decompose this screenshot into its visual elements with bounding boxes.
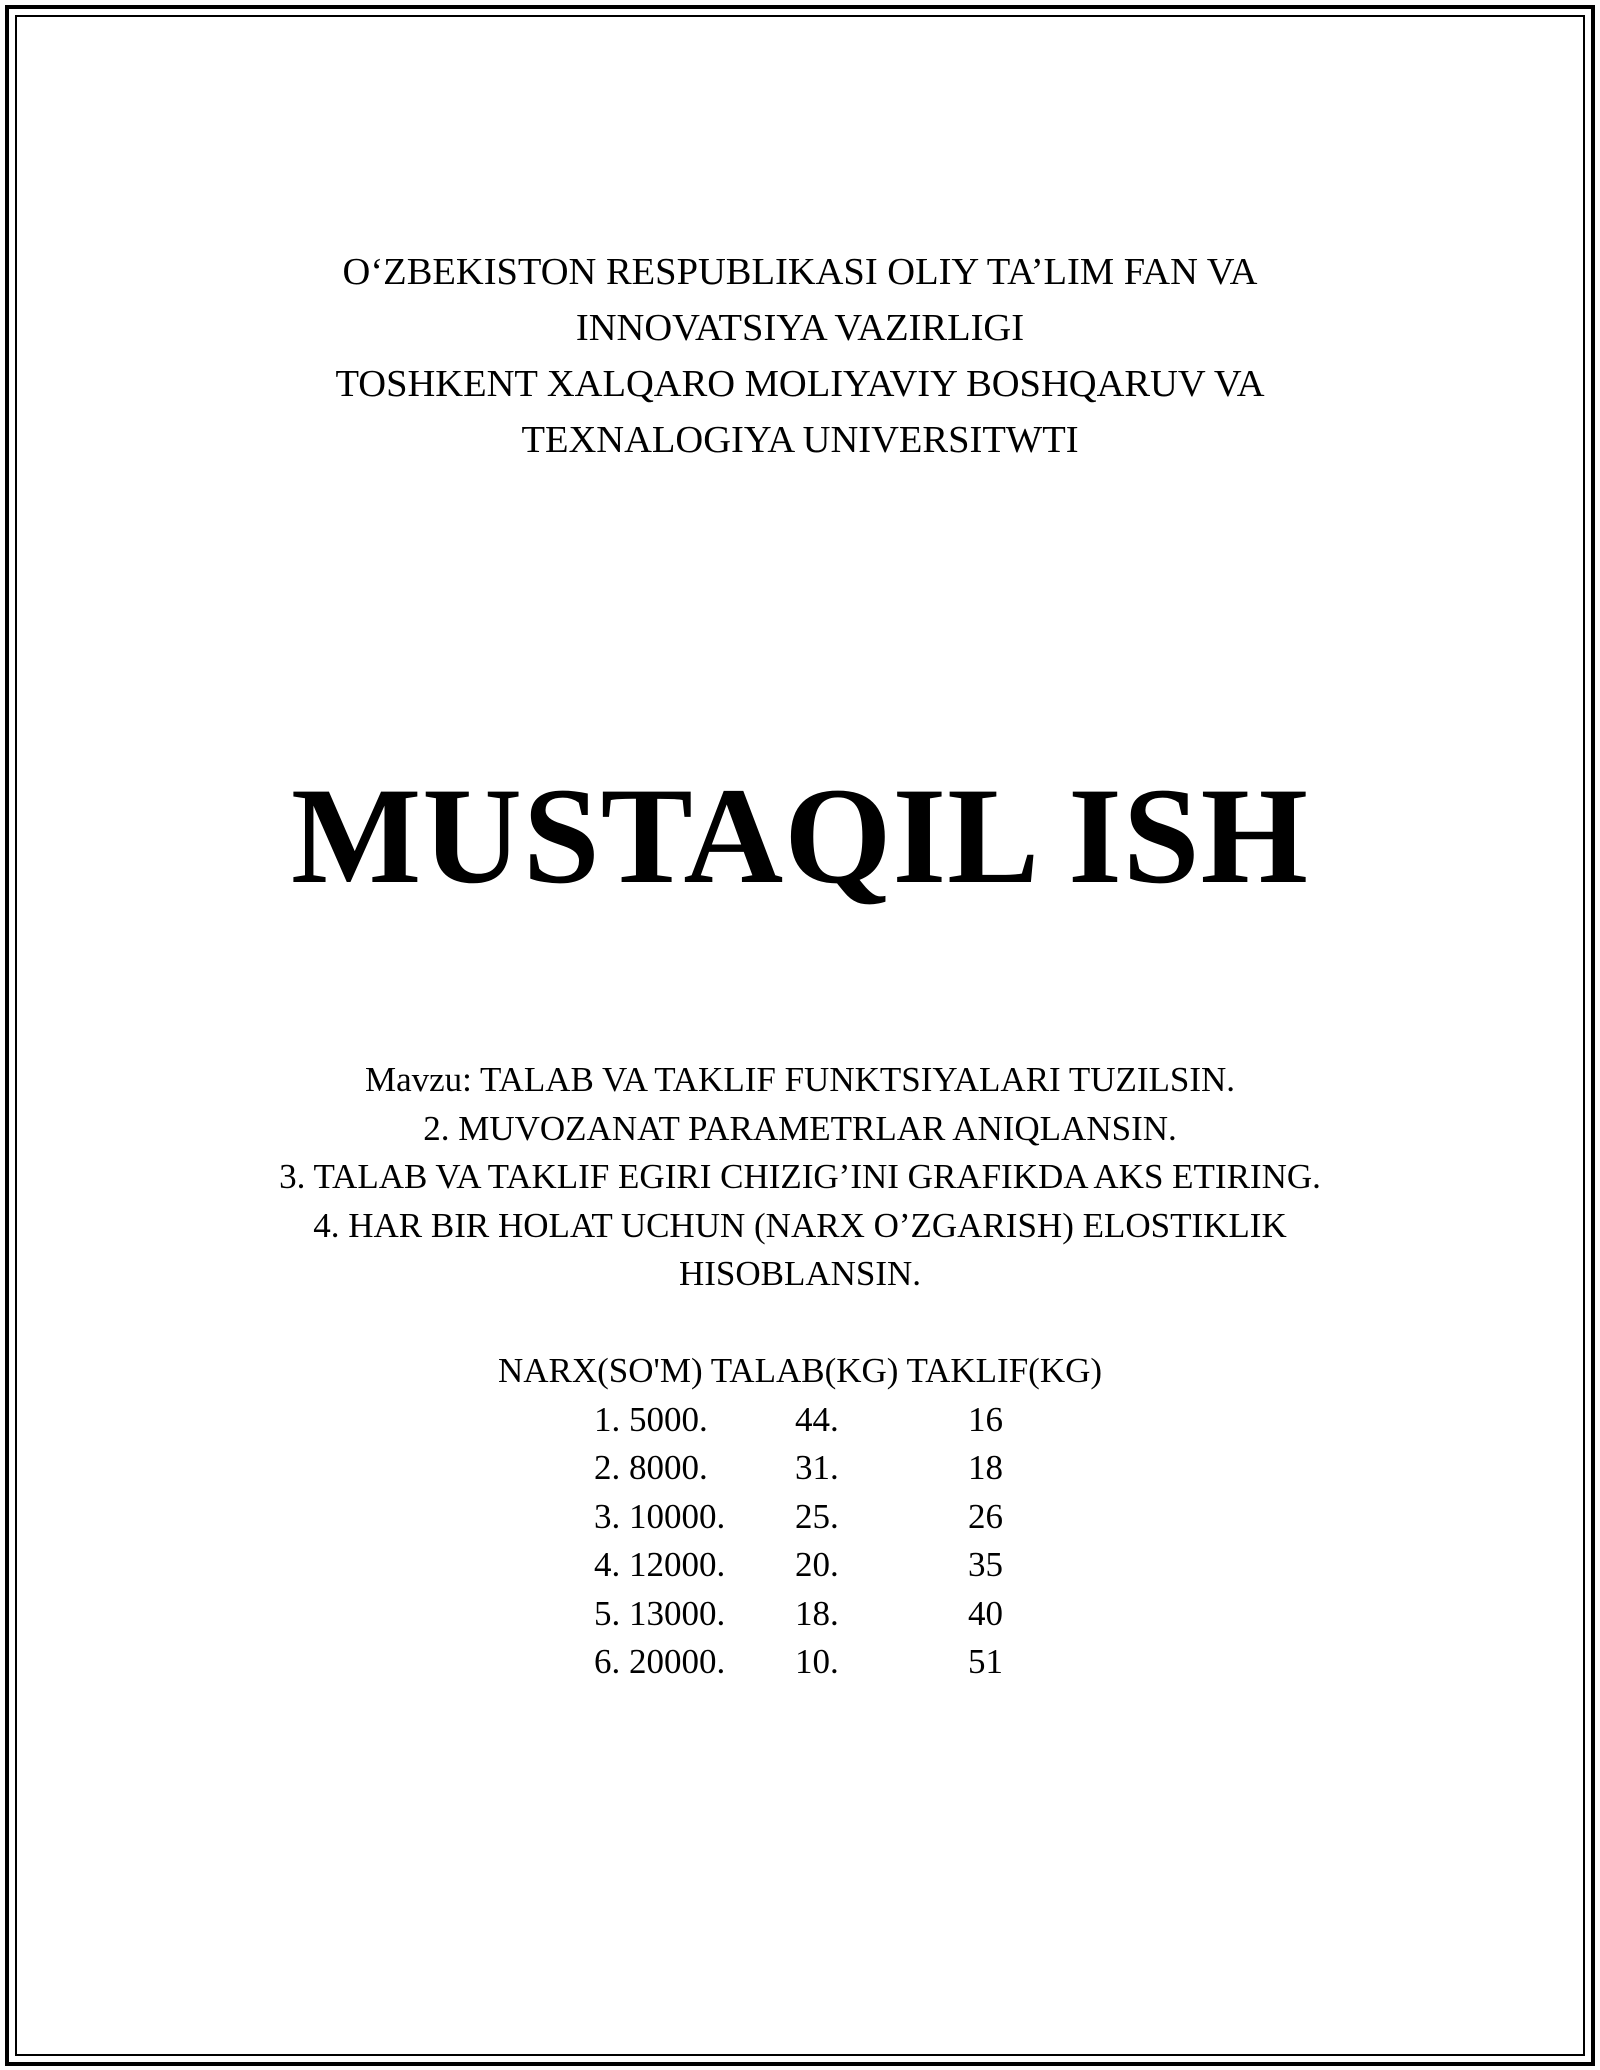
price-cell: 2. 8000. [594, 1448, 708, 1487]
price-cell: 3. 10000. [594, 1496, 726, 1536]
demand-cell: 20. [795, 1545, 839, 1584]
topic-line: HISOBLANSIN. [678, 1254, 922, 1293]
header-line: INNOVATSIYA VAZIRLIGI [575, 307, 1025, 349]
supply-cell: 26 [968, 1496, 1003, 1536]
header-line: TEXNALOGIYA UNIVERSITWTI [521, 419, 1079, 461]
table-row [0, 1590, 1600, 1639]
topic-line: 2. MUVOZANAT PARAMETRLAR ANIQLANSIN. [423, 1108, 1177, 1148]
demand-cell: 18. [795, 1593, 839, 1633]
table-row [0, 1396, 1600, 1445]
demand-cell: 31. [795, 1448, 839, 1487]
price-cell: 4. 12000. [594, 1545, 726, 1584]
table-row [0, 1444, 1600, 1493]
supply-cell: 51 [968, 1642, 1003, 1681]
document-title: MUSTAQIL ISH [291, 759, 1309, 912]
table-header: NARX(SO'M) TALAB(KG) TAKLIF(KG) [497, 1351, 1103, 1390]
demand-cell: 44. [795, 1399, 839, 1439]
price-cell: 1. 5000. [594, 1399, 708, 1439]
table-row [0, 1541, 1600, 1590]
table-row [0, 1493, 1600, 1542]
header-line: TOSHKENT XALQARO MOLIYAVIY BOSHQARUV VA [335, 363, 1265, 405]
price-demand-supply-table [0, 1347, 1600, 1687]
supply-cell: 40 [968, 1593, 1003, 1633]
topic-line: 4. HAR BIR HOLAT UCHUN (NARX O’ZGARISH) ELOSTIKLIK [313, 1205, 1287, 1245]
price-cell: 5. 13000. [594, 1593, 726, 1633]
supply-cell: 35 [968, 1545, 1003, 1584]
price-cell: 6. 20000. [594, 1642, 726, 1681]
assignment-topic [0, 1056, 1600, 1299]
institution-header [0, 244, 1600, 468]
demand-cell: 10. [795, 1642, 839, 1681]
supply-cell: 16 [968, 1399, 1003, 1439]
topic-line: 3. TALAB VA TAKLIF EGIRI CHIZIG’INI GRAFIKDA AKS ETIRING. [279, 1157, 1321, 1196]
topic-line: Mavzu: TALAB VA TAKLIF FUNKTSIYALARI TUZILSIN. [364, 1060, 1236, 1099]
supply-cell: 18 [968, 1448, 1003, 1487]
header-line: O‘ZBEKISTON RESPUBLIKASI OLIY TA’LIM FAN VA [342, 251, 1258, 293]
demand-cell: 25. [795, 1496, 839, 1536]
table-row [0, 1638, 1600, 1687]
